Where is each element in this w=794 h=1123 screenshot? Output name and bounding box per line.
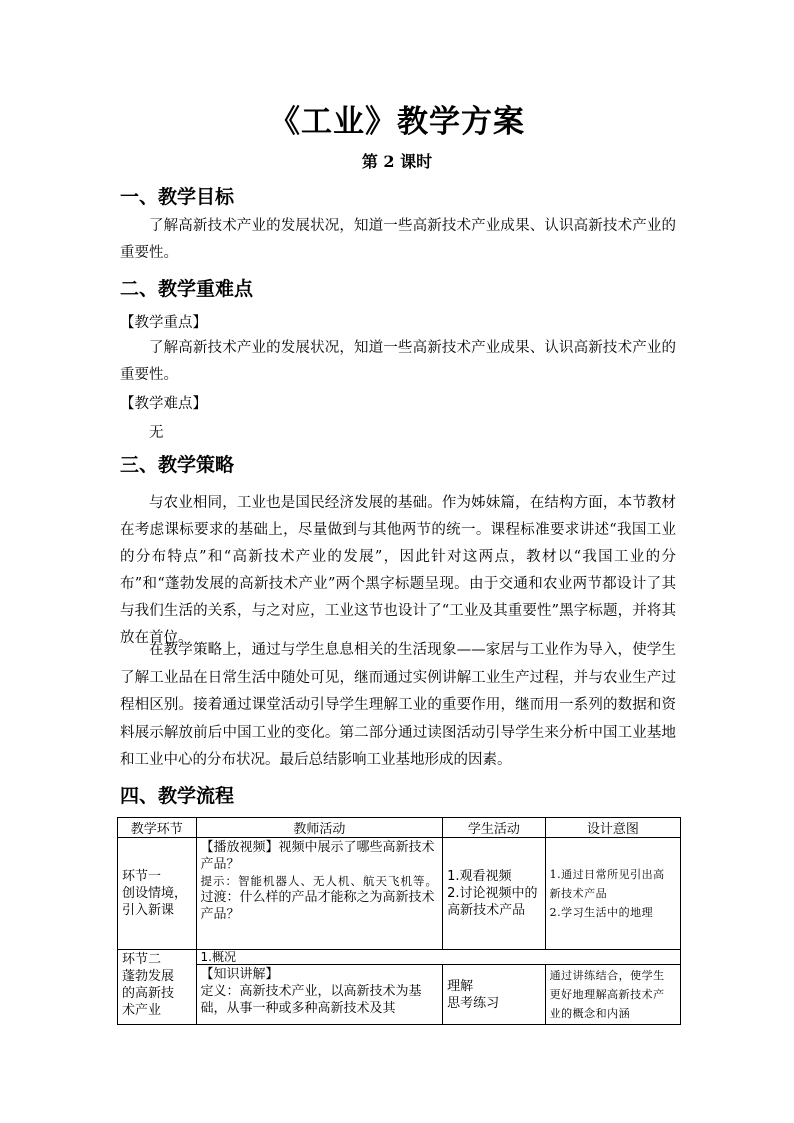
stage-cell <box>118 950 197 1025</box>
difficulty-label: 【教学难点】 <box>120 396 207 412</box>
design-intent-cell <box>545 965 680 1025</box>
stage-line: 的高新技 <box>122 986 175 1001</box>
objectives-text: 了解高新技术产业的发展状况，知道一些高新技术产业成果、认识高新技术产业的重要性。 <box>120 218 676 261</box>
header-stage: 教学环节 <box>118 818 197 838</box>
stage-line: 引入新课 <box>122 903 175 918</box>
teaching-flow-table <box>117 817 681 1025</box>
subsection-cell <box>196 950 680 965</box>
header-teacher-activity: 教师活动 <box>196 818 443 838</box>
student-activity-item: 思考练习 <box>447 995 500 1011</box>
student-activity-cell <box>443 965 546 1025</box>
table-row <box>118 965 681 1025</box>
stage-line: 环节二 <box>122 952 162 967</box>
difficulty-text: 无 <box>149 425 164 441</box>
strategy-paragraph-2: 在教学策略上，通过与学生息息相关的生活现象——家居与工业作为导入，使学生了解工业品在日常生活中随处可见，继而通过实例讲解工业生产过程，并与农业生产过程相区别。接着通过课堂活动引导学生理解工业的重要作用，继而用一系列的数据和资料展示解放前后中国工业的变化。第二部分通过读图活动引导学生来分析中国工业基地和工业中心的分布状况。最后总结影响工业基地形成的因素。 <box>120 642 676 768</box>
teacher-activity-heading: 【知识讲解】 <box>200 967 279 982</box>
section-heading-key-points: 二、教学重难点 <box>120 278 254 300</box>
section-heading-strategy: 三、教学策略 <box>120 454 235 476</box>
key-point-label: 【教学重点】 <box>120 315 207 331</box>
header-design-intent: 设计意图 <box>545 818 680 838</box>
design-intent-text: 通过讲练结合，使学生更好地理解高新技术产业的概念和内涵 <box>549 969 665 1020</box>
key-point-text: 了解高新技术产业的发展状况，知道一些高新技术产业成果、认识高新技术产业的重要性。 <box>120 340 676 383</box>
strategy-paragraph-1: 与农业相同，工业也是国民经济发展的基础。作为姊妹篇，在结构方面，本节教材在考虑课标要求的基础上，尽量做到与其他两节的统一。课程标准要求讲述“我国工业的分布特点”和“高新技术产业的发展”，因此针对这两点，教材以“我国工业的分布”和“蓬勃发展的高新技术产业”两个黑字标题呈现。由于交通和农业两节都设计了其与我们生活的关系，与之对应，工业这节也设计了“工业及其重要性”黑字标题，并将其放在首位。 <box>120 495 676 646</box>
stage-line: 蓬勃发展 <box>122 969 175 984</box>
document-title: 《工业》教学方案 <box>269 104 525 140</box>
student-activity-cell <box>443 838 546 950</box>
teacher-activity-hint: 提示：智能机器人、无人机、航天飞机等。 <box>200 874 439 888</box>
stage-line: 创设情境， <box>122 886 188 901</box>
lesson-number: 第 2 课时 <box>361 152 433 171</box>
section-heading-flow: 四、教学流程 <box>120 785 235 807</box>
teacher-activity-cell <box>196 965 443 1025</box>
student-activity-item: 1.观看视频 <box>447 869 512 884</box>
stage-cell <box>118 838 197 950</box>
table-row <box>118 838 681 950</box>
stage-line: 环节一 <box>122 869 162 884</box>
teacher-activity-definition: 定义：高新技术产业，以高新技术为基础，从事一种或多种高新技术及其 <box>200 984 422 1016</box>
student-activity-item: 理解 <box>447 978 474 994</box>
teacher-activity-transition: 过渡：什么样的产品才能称之为高新技术产品？ <box>200 890 435 922</box>
stage-line: 术产业 <box>122 1003 162 1018</box>
design-intent-cell <box>545 838 680 950</box>
design-intent-item: 1.通过日常所见引出高新技术产品 <box>549 868 665 900</box>
section-heading-objectives: 一、教学目标 <box>120 186 235 208</box>
design-intent-item: 2.学习生活中的地理 <box>549 906 654 919</box>
teacher-activity-video: 【播放视频】视频中展示了哪些高新技术产品？ <box>200 840 435 872</box>
student-activity-item: 2.讨论视频中的高新技术产品 <box>447 886 538 918</box>
header-student-activity: 学生活动 <box>443 818 546 838</box>
table-row <box>118 950 681 965</box>
subsection-title: 1.概况 <box>200 950 236 964</box>
table-header-row <box>118 818 681 838</box>
teacher-activity-cell <box>196 838 443 950</box>
